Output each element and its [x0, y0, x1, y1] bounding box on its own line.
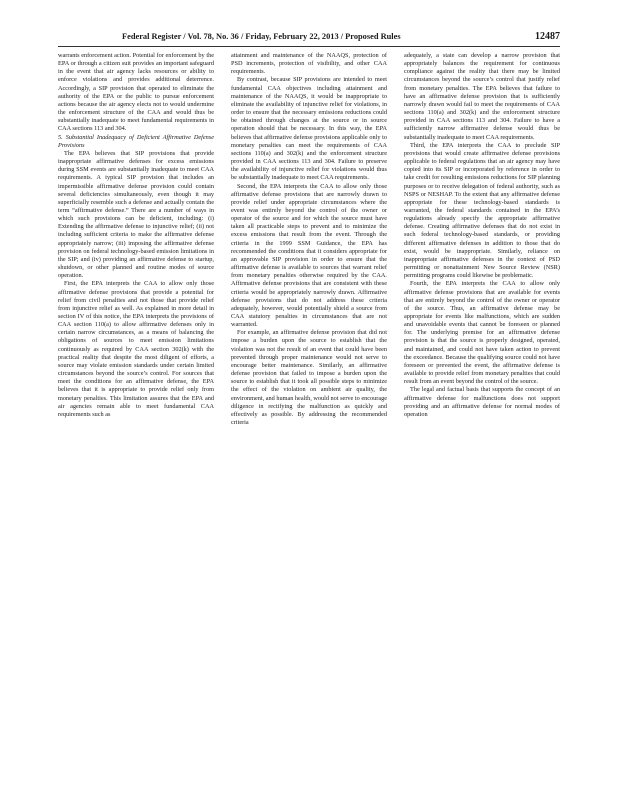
header-rule	[58, 46, 560, 47]
paragraph: warrants enforcement action. Potential for enforcement by the EPA or through a citizen suit provides an important safeguard in the event that air agency lacks resources or ability to enforce violations and provides additional deterrence. Accordingly, a SIP provision that operated to eliminate the authority of the EPA or the public to pursue enforcement actions because the air agency elects not to would undermine the enforcement structure of the CAA and would thus be substantially inadequate to meet fundamental requirements in CAA sections 113 and 304.	[58, 52, 214, 133]
text-column-1	[58, 52, 214, 792]
paragraph: Third, the EPA interprets the CAA to preclude SIP provisions that would create affirmative defense provisions applicable to federal regulations that an air agency may have copied into its SIP or incorporated by reference in order to take credit for resulting emissions reductions for SIP planning purposes or to receive delegation of federal authority, such as NSPS or NESHAP. To the extent that any affirmative defense appropriate for these technology-based standards is warranted, the federal standards contained in the EPA’s regulations already specify the appropriate affirmative defense. Creating affirmative defenses that do not exist in such federal technology-based standards, or providing different affirmative defenses in addition to those that do exist, would be inappropriate. Similarly, reliance on inappropriate affirmative defenses in the context of PSD permitting or nonattainment New Source Review (NSR) permitting programs could likewise be problematic.	[404, 141, 560, 280]
page-header	[58, 30, 560, 44]
paragraph: Second, the EPA interprets the CAA to allow only those affirmative defense provisions that are narrowly drawn to provide relief under appropriate circumstances where the event was entirely beyond the control of the owner or operator of the source and for which the source must have taken all practicable steps to prevent and to minimize the excess emissions that result from the event. Through the criteria in the 1999 SSM Guidance, the EPA has recommended the conditions that it considers appropriate for an approvable SIP provision in order to ensure that the affirmative defense is available to sources that warrant relief from monetary penalties otherwise required by the CAA. Affirmative defense provisions that are consistent with these criteria would be appropriately narrowly drawn. Affirmative defense provisions that do not address these criteria adequately, however, would potentially shield a source from CAA statutory penalties in circumstances that are not warranted.	[231, 182, 387, 329]
paragraph: By contrast, because SIP provisions are intended to meet fundamental CAA objectives including attainment and maintenance of the NAAQS, it would be inappropriate to eliminate the availability of injunctive relief for violations, in order to ensure that the necessary emissions reductions could be obtained through changes at the source or in source operation should that be necessary. In this way, the EPA believes that affirmative defense provisions applicable only to monetary penalties can meet the requirements of CAA sections 110(a) and 302(k) and the enforcement structure provided in CAA sections 113 and 304. Failure to preserve the availability of injunctive relief for violations would thus be substantially inadequate to meet CAA requirements.	[231, 76, 387, 182]
paragraph: The legal and factual basis that supports the concept of an affirmative defense for malfunctions does not support providing and an affirmative defense for normal modes of operation	[404, 386, 560, 418]
paragraph: adequately, a state can develop a narrow provision that appropriately balances the requirement for continuous compliance against the reality that there may be limited circumstances beyond the source’s control that justify relief from monetary penalties. The EPA believes that failure to have an affirmative defense provision that is sufficiently narrowly drawn would fail to meet the requirements of CAA sections 110(a) and 302(k) and the enforcement structure provided in CAA sections 113 and 304. Failure to have a sufficiently narrow affirmative defense would thus be substantially inadequate to meet CAA requirements.	[404, 52, 560, 141]
section-heading: 5. Substantial Inadequacy of Deficient Affirmative Defense Provisions	[58, 133, 214, 149]
paragraph: First, the EPA interprets the CAA to allow only those affirmative defense provisions that provide a potential for relief from civil penalties and not those that provide relief from injunctive relief as well. As explained in more detail in section IV of this notice, the EPA interprets the provisions of CAA section 110(a) to allow affirmative defenses only in certain narrow circumstances, as a means of balancing the obligations of sources to meet emission limitations continuously as required by CAA section 302(k) with the practical reality that despite the most diligent of efforts, a source may violate emission standards under certain limited circumstances beyond the source’s control. For sources that meet the conditions for an affirmative defense, the EPA believes that it is appropriate to provide relief only from monetary penalties. This limitation assures that the EPA and air agencies remain able to meet fundamental CAA requirements such as	[58, 280, 214, 418]
text-column-2	[231, 52, 387, 792]
paragraph: The EPA believes that SIP provisions that provide inappropriate affirmative defenses for excess emissions during SSM events are substantially inadequate to meet CAA requirements. A typical SIP provision that includes an impermissible affirmative defense provision could contain several deficiencies simultaneously, even though it may superficially resemble such a defense and actually contain the term “affirmative defense.” There are a number of ways in which such provisions can be deficient, including: (i) Extending the affirmative defense to injunctive relief; (ii) not including sufficient criteria to make the affirmative defense appropriately narrow; (iii) imposing the affirmative defense provision on federal technology-based emission limitations in the SIP; and (iv) providing an affirmative defense to startup, shutdown, or other planned and routine modes of source operation.	[58, 149, 214, 280]
header-running-title: Federal Register / Vol. 78, No. 36 / Friday, February 22, 2013 / Proposed Rules	[122, 32, 401, 41]
page-number: 12487	[535, 31, 560, 42]
paragraph: Fourth, the EPA interprets the CAA to allow only affirmative defense provisions that are available for events that are entirely beyond the control of the owner or operator of the source. Thus, an affirmative defense may be appropriate for events like malfunctions, which are sudden and unavoidable events that cannot be foreseen or planned for. The underlying premise for an affirmative defense provision is that the source is properly designed, operated, and maintained, and could not have taken action to prevent the exceedance. Because the qualifying source could not have foreseen or prevented the event, the affirmative defense is available to provide relief from monetary penalties that could result from an event beyond the control of the source.	[404, 280, 560, 386]
text-column-3	[404, 52, 560, 792]
paragraph: attainment and maintenance of the NAAQS, protection of PSD increments, protection of visibility, and other CAA requirements.	[231, 52, 387, 76]
paragraph: For example, an affirmative defense provision that did not impose a burden upon the source to establish that the violation was not the result of an event that could have been prevented through proper maintenance would not serve to encourage better maintenance. Similarly, an affirmative defense provision that failed to impose a burden upon the source to establish that it took all possible steps to minimize the effect of the violation on ambient air quality, the environment, and human health, would not serve to encourage diligence in rectifying the malfunction as quickly and effectively as possible. By addressing the recommended criteria	[231, 329, 387, 427]
